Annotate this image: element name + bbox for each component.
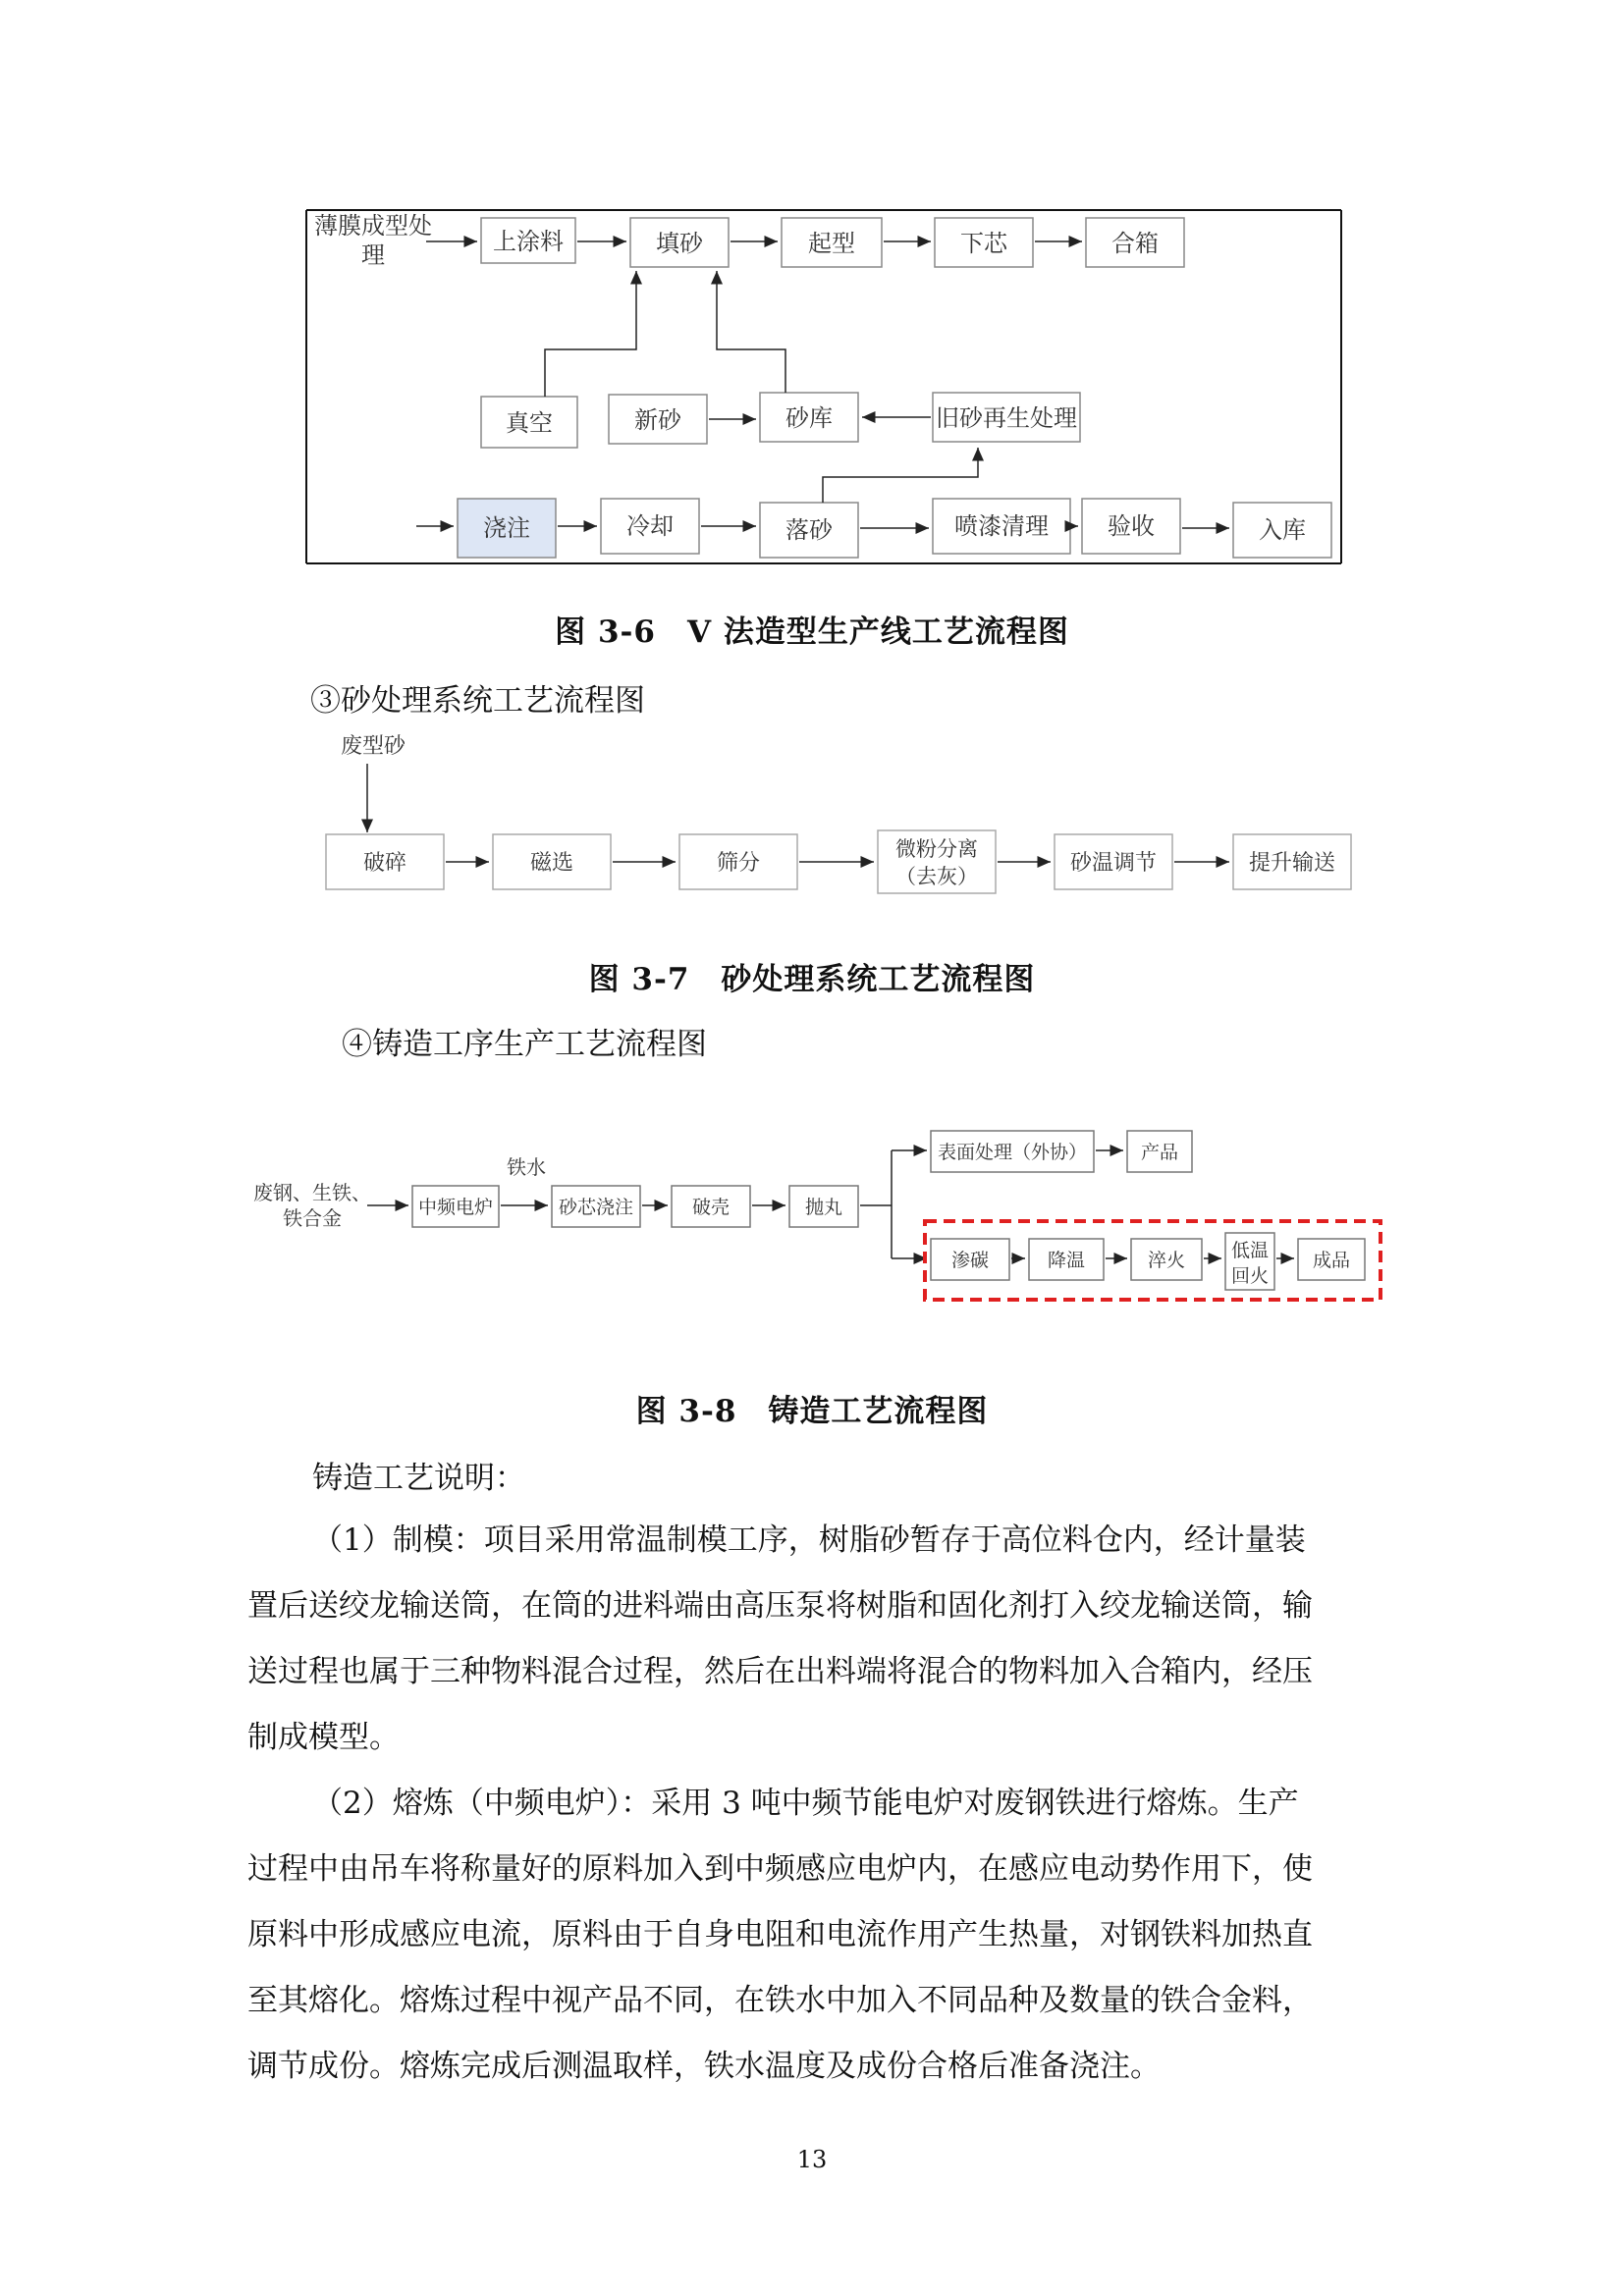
figure-3-8-diagram	[0, 1099, 1624, 1335]
box-jiusha-label: 旧砂再生处理	[936, 404, 1077, 432]
box-shaifen-label: 筛分	[716, 851, 761, 876]
box-penqi-label: 喷漆清理	[954, 512, 1049, 540]
box-weifen-label-2: （去灰）	[895, 865, 978, 888]
fig38-input-line1: 废钢、生铁、	[253, 1181, 371, 1204]
box-diwen-label-2: 回火	[1230, 1265, 1270, 1287]
box-qixing-label: 起型	[808, 230, 855, 257]
box-chengpin-label: 成品	[1312, 1250, 1351, 1271]
box-xiaxin-label: 下芯	[960, 230, 1007, 257]
figure-3-8-caption: 图 3-8 铸造工艺流程图	[635, 1394, 989, 1429]
paragraph-2-line: （2）熔炼（中频电炉）：采用 3 吨中频节能电炉对废钢铁进行熔炼。生产	[312, 1786, 1299, 1821]
figure-3-6-diagram	[0, 0, 1624, 589]
box-shangtuliao-label: 上涂料	[493, 228, 564, 255]
box-hexiang-label: 合箱	[1111, 230, 1159, 257]
figure-3-7-diagram	[0, 726, 1624, 923]
paragraph-1-line: 制成模型。	[247, 1720, 400, 1755]
paragraph-2	[247, 1771, 1386, 2100]
fig37-source-label: 废型砂	[340, 734, 406, 759]
box-shaxin-label: 砂芯浇注	[558, 1197, 634, 1218]
paragraph-2-line: 调节成份。熔炼完成后测温取样，铁水温度及成份合格后准备浇注。	[247, 2049, 1161, 2084]
paragraph-1-line: 置后送绞龙输送筒，在筒的进料端由高压泵将树脂和固化剂打入绞龙输送筒，输	[247, 1588, 1313, 1624]
figure-3-7-caption: 图 3-7 砂处理系统工艺流程图	[588, 962, 1036, 997]
figure-3-6-caption: 图 3-6 V 法造型生产线工艺流程图	[555, 614, 1069, 650]
box-jiangwen-label: 降温	[1047, 1250, 1086, 1271]
box-yanshou-label: 验收	[1108, 512, 1155, 540]
box-paowan-label: 抛丸	[804, 1197, 843, 1218]
box-zhongpin-label: 中频电炉	[417, 1197, 494, 1218]
box-tisheng-label: 提升输送	[1248, 851, 1336, 876]
heading-casting-process: ④铸造工序生产工艺流程图	[342, 1027, 707, 1062]
box-poke-label: 破壳	[691, 1197, 731, 1218]
paragraph-2-line: 至其熔化。熔炼过程中视产品不同，在铁水中加入不同品种及数量的铁合金料，	[247, 1983, 1313, 2018]
box-luosha-label: 落砂	[785, 516, 833, 544]
box-ruku-label: 入库	[1259, 516, 1306, 544]
box-jiaozhu-label: 浇注	[483, 514, 530, 542]
description-title: 铸造工艺说明：	[312, 1461, 525, 1496]
fig38-input-line2: 铁合金	[283, 1206, 342, 1230]
box-lengque-label: 冷却	[626, 512, 674, 540]
box-cixuan-label: 磁选	[529, 851, 574, 876]
box-xinsha-label: 新砂	[634, 406, 681, 434]
box-posui-label: 破碎	[362, 851, 407, 876]
box-zhenkong-label: 真空	[506, 409, 553, 437]
box-shawen-label: 砂温调节	[1069, 851, 1158, 876]
box-diwen-label-1: 低温	[1230, 1240, 1270, 1261]
box-chanpin-label: 产品	[1140, 1142, 1179, 1163]
paragraph-2-line: 原料中形成感应电流，原料由于自身电阻和电流作用产生热量，对钢铁料加热直	[247, 1917, 1313, 1952]
paragraph-1	[247, 1508, 1386, 1771]
heading-sand-processing: ③砂处理系统工艺流程图	[310, 683, 645, 719]
paragraph-1-line: （1）制模：项目采用常温制模工序，树脂砂暂存于高位料仓内，经计量装	[312, 1522, 1306, 1558]
paragraph-2-line: 过程中由吊车将称量好的原料加入到中频感应电炉内，在感应电动势作用下，使	[247, 1851, 1313, 1887]
page-number: 13	[796, 2146, 828, 2173]
row1-label-line2: 理	[361, 241, 385, 269]
box-tiansha-label: 填砂	[656, 230, 703, 257]
row1-label-line1: 薄膜成型处	[314, 212, 432, 240]
box-shaku-label: 砂库	[785, 404, 833, 432]
paragraph-1-line: 送过程也属于三种物料混合过程，然后在出料端将混合的物料加入合箱内，经压	[247, 1654, 1313, 1689]
box-shentan-label: 渗碳	[950, 1250, 990, 1271]
box-biaomian-label: 表面处理（外协）	[937, 1142, 1088, 1163]
box-weifen-label-1: 微粉分离	[895, 837, 978, 861]
fig38-iron-label: 铁水	[507, 1155, 546, 1179]
box-cuihuo-label: 淬火	[1147, 1250, 1186, 1271]
